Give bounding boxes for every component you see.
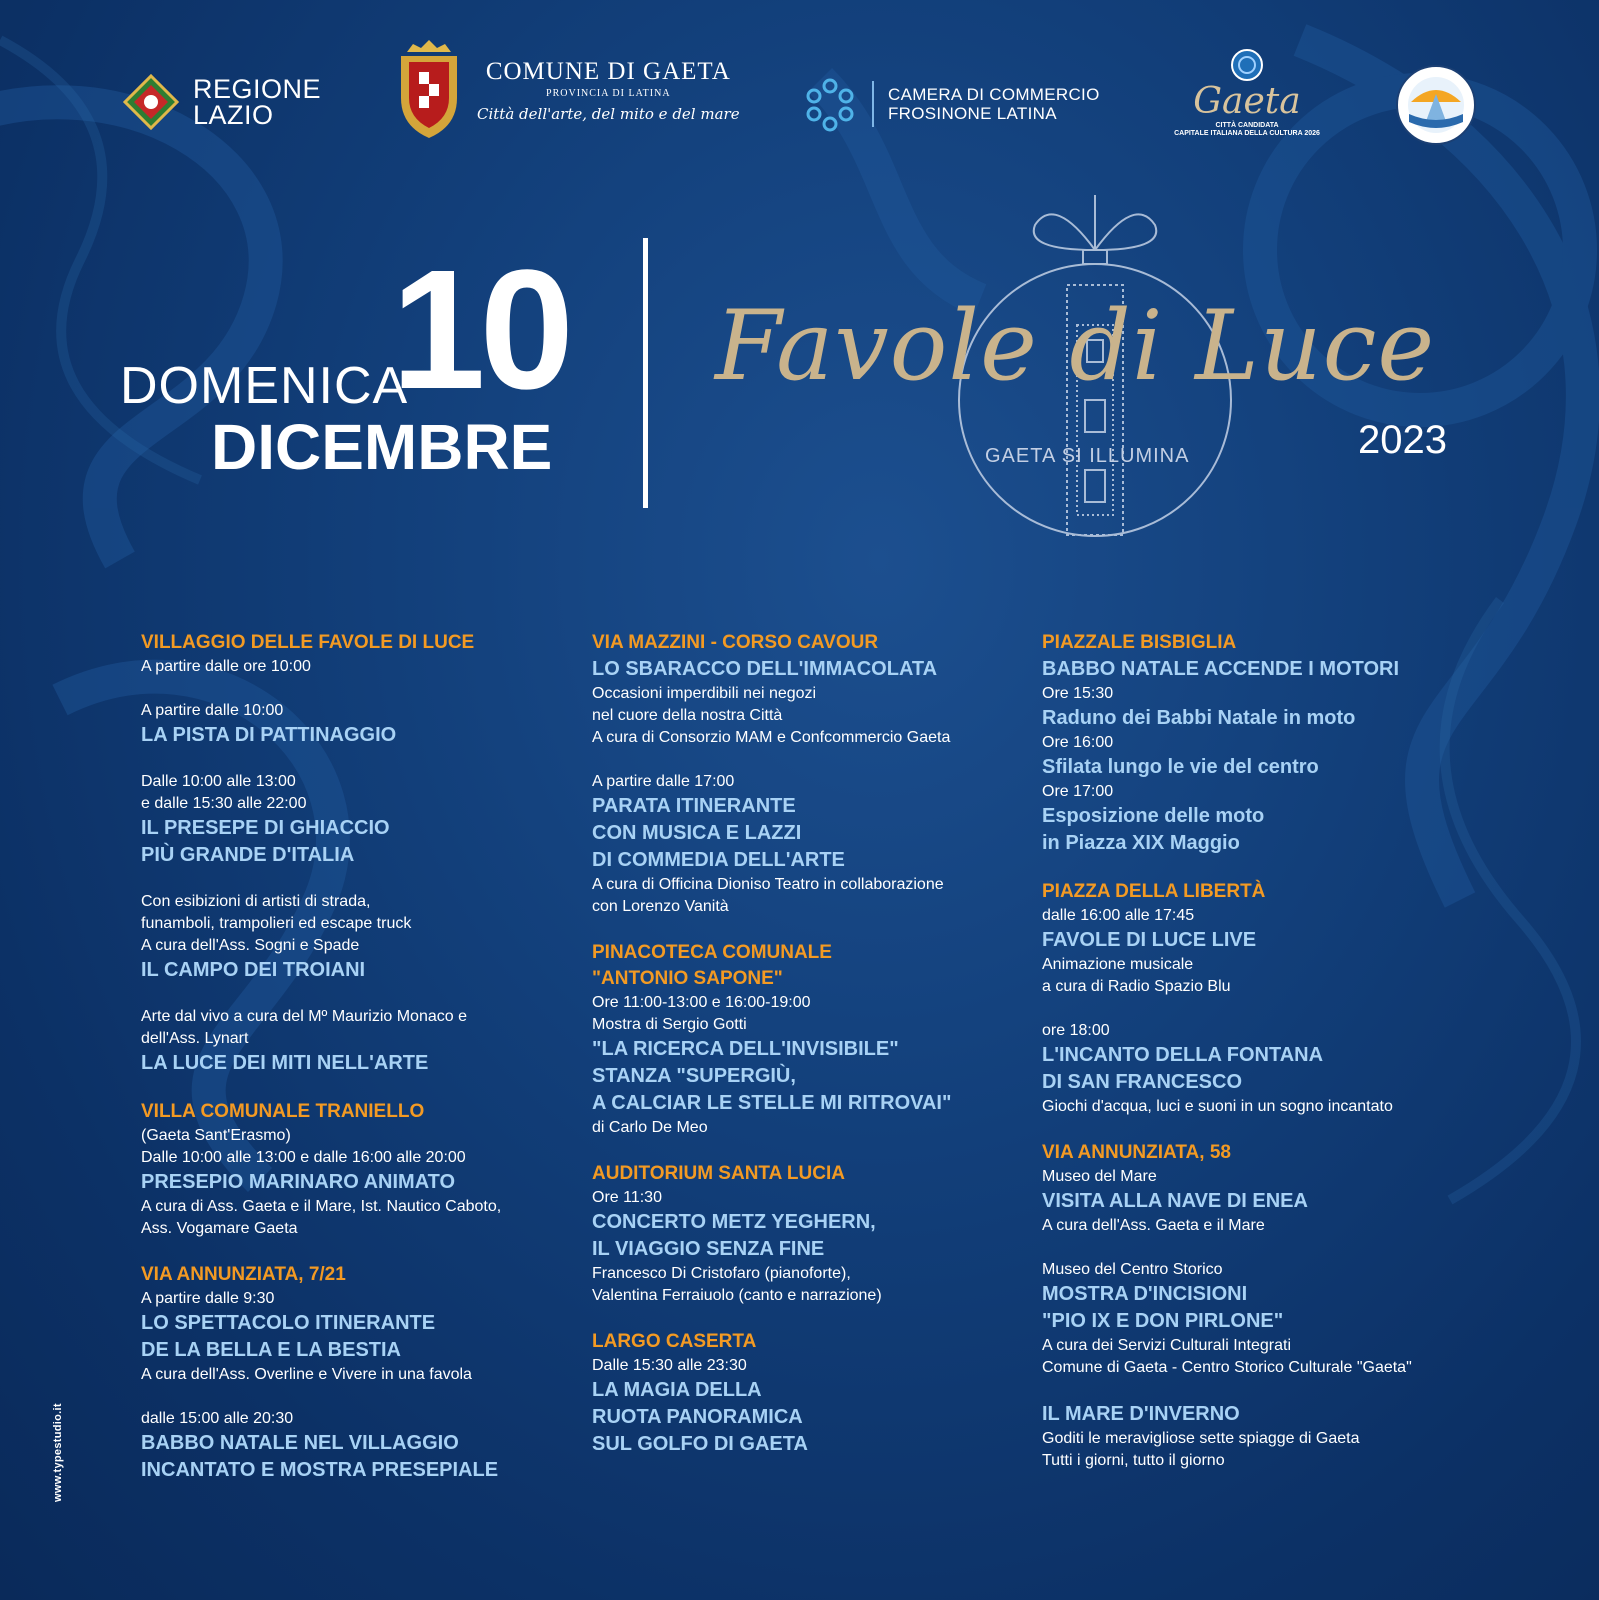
event-detail: Ore 15:30	[1042, 685, 1114, 702]
camera-commercio-icon	[802, 76, 858, 132]
event-detail: dalle 16:00 alle 17:45	[1042, 907, 1195, 924]
event-detail: Occasioni imperdibili nei negozi	[592, 685, 817, 702]
hero-divider	[643, 238, 648, 508]
event-detail: Dalle 10:00 alle 13:00 e dalle 16:00 alle 20:00	[141, 1149, 466, 1166]
event-detail: a cura di Radio Spazio Blu	[1042, 978, 1231, 995]
location-heading: VIA ANNUNZIATA, 7/21	[141, 1264, 346, 1285]
event-detail: A cura di Consorzio MAM e Confcommercio Gaeta	[592, 729, 951, 746]
location-heading: VILLAGGIO DELLE FAVOLE DI LUCE	[141, 632, 475, 653]
location-heading: "ANTONIO SAPONE"	[592, 968, 783, 989]
event-title: IL CAMPO DEI TROIANI	[141, 959, 366, 981]
event-detail: Museo del Centro Storico	[1042, 1261, 1223, 1278]
event-detail: Ore 17:00	[1042, 783, 1114, 800]
gaeta-coat-of-arms-icon	[395, 38, 463, 142]
event-detail: A cura dell'Ass. Gaeta e il Mare	[1042, 1217, 1265, 1234]
event-detail: dell'Ass. Lynart	[141, 1030, 249, 1047]
program-block	[141, 1262, 561, 1386]
program-block	[141, 1099, 561, 1240]
program-block	[1042, 1259, 1482, 1379]
event-detail: Dalle 15:30 alle 23:30	[592, 1357, 747, 1374]
event-title: DI COMMEDIA DELL'ARTE	[592, 849, 845, 871]
gaeta-candidata: CITTÀ CANDIDATA	[1215, 122, 1279, 129]
event-detail: ore 18:00	[1042, 1022, 1110, 1039]
program-block	[1042, 630, 1482, 857]
event-title: INCANTATO E MOSTRA PRESEPIALE	[141, 1459, 499, 1481]
program-block	[1042, 1020, 1482, 1118]
event-title: CONCERTO METZ YEGHERN,	[592, 1211, 876, 1233]
program-block	[141, 771, 561, 869]
event-detail: Francesco Di Cristofaro (pianoforte),	[592, 1265, 851, 1282]
event-detail: Giochi d'acqua, luci e suoni in un sogno incantato	[1042, 1098, 1393, 1115]
pro-loco-gaeta-logo	[1395, 64, 1477, 151]
event-subtitle: GAETA SI ILLUMINA	[985, 445, 1190, 467]
event-title: A CALCIAR LE STELLE MI RITROVAI"	[592, 1092, 952, 1114]
designer-credit: www.typestudio.it	[52, 1403, 64, 1502]
event-title: PARATA ITINERANTE	[592, 795, 796, 817]
event-title: L'INCANTO DELLA FONTANA	[1042, 1044, 1324, 1066]
event-title: Raduno dei Babbi Natale in moto	[1042, 707, 1356, 729]
event-detail: Mostra di Sergio Gotti	[592, 1016, 747, 1033]
event-title: Esposizione delle moto	[1042, 805, 1265, 827]
regione-lazio-logo	[123, 74, 321, 130]
event-detail: e dalle 15:30 alle 22:00	[141, 795, 307, 812]
event-detail: Arte dal vivo a cura del Mº Maurizio Monaco e	[141, 1008, 467, 1025]
event-detail: A cura di Officina Dioniso Teatro in collaborazione	[592, 876, 944, 893]
comune-di-gaeta-logo	[395, 38, 740, 142]
pro-loco-emblem-icon	[1395, 64, 1477, 146]
event-title: IL MARE D'INVERNO	[1042, 1403, 1240, 1425]
regione-line-2: LAZIO	[193, 100, 274, 130]
location-heading: PIAZZALE BISBIGLIA	[1042, 632, 1237, 653]
location-heading: VILLA COMUNALE TRANIELLO	[141, 1101, 425, 1122]
camera-line-1: CAMERA DI COMMERCIO	[888, 85, 1100, 104]
location-heading: PIAZZA DELLA LIBERTÀ	[1042, 881, 1266, 902]
program-block	[141, 891, 561, 984]
program-column-2	[592, 630, 1012, 1480]
event-detail: Ore 16:00	[1042, 734, 1114, 751]
event-detail: Ore 11:00-13:00 e 16:00-19:00	[592, 994, 811, 1011]
program-block	[141, 700, 561, 749]
event-detail: A partire dalle 9:30	[141, 1290, 275, 1307]
event-detail: Comune di Gaeta - Centro Storico Culturale "Gaeta"	[1042, 1359, 1412, 1376]
comune-motto: Città dell'arte, del mito e del mare	[477, 104, 740, 123]
event-year: 2023	[1358, 418, 1447, 462]
camera-separator	[872, 81, 874, 127]
event-detail: A cura dell'Ass. Sogni e Spade	[141, 937, 360, 954]
event-detail: Con esibizioni di artisti di strada,	[141, 893, 371, 910]
program-block	[141, 1006, 561, 1077]
comune-name: COMUNE DI GAETA	[485, 57, 731, 85]
event-detail: funamboli, trampolieri ed escape truck	[141, 915, 412, 932]
event-detail: Valentina Ferraiuolo (canto e narrazione)	[592, 1287, 882, 1304]
event-detail: Goditi le meravigliose sette spiagge di Gaeta	[1042, 1430, 1360, 1447]
event-detail: di Carlo De Meo	[592, 1119, 708, 1136]
comune-province: PROVINCIA DI LATINA	[546, 87, 671, 99]
event-title: FAVOLE DI LUCE LIVE	[1042, 929, 1257, 951]
event-title: STANZA "SUPERGIÙ,	[592, 1065, 796, 1087]
event-title: BABBO NATALE ACCENDE I MOTORI	[1042, 658, 1400, 680]
event-title: LA LUCE DEI MITI NELL'ARTE	[141, 1052, 429, 1074]
gaeta-script-name: Gaeta	[1193, 81, 1301, 122]
event-title: SUL GOLFO DI GAETA	[592, 1433, 808, 1455]
event-detail: A partire dalle ore 10:00	[141, 658, 311, 675]
event-detail: A cura di Ass. Gaeta e il Mare, Ist. Nautico Caboto,	[141, 1198, 502, 1215]
program-column-1	[141, 630, 561, 1506]
event-title: in Piazza XIX Maggio	[1042, 832, 1240, 854]
weekday: DOMENICA	[120, 357, 409, 415]
event-detail: A cura dell'Ass. Overline e Vivere in una favola	[141, 1366, 472, 1383]
gaeta-capitale: CAPITALE ITALIANA DELLA CULTURA 2026	[1174, 130, 1320, 137]
month: DICEMBRE	[211, 411, 553, 483]
event-detail: Ass. Vogamare Gaeta	[141, 1220, 298, 1237]
program-block	[1042, 1401, 1482, 1472]
program-block	[592, 1329, 1012, 1458]
event-title: DE LA BELLA E LA BESTIA	[141, 1339, 401, 1361]
event-title: PIÙ GRANDE D'ITALIA	[141, 844, 355, 866]
gaeta-capitale-cultura-logo	[1172, 48, 1322, 138]
location-heading: LARGO CASERTA	[592, 1331, 757, 1352]
location-heading: VIA ANNUNZIATA, 58	[1042, 1142, 1231, 1163]
event-detail: A cura dei Servizi Culturali Integrati	[1042, 1337, 1291, 1354]
event-title: VISITA ALLA NAVE DI ENEA	[1042, 1190, 1308, 1212]
event-date	[120, 235, 600, 495]
program-column-3	[1042, 630, 1482, 1494]
event-detail: Animazione musicale	[1042, 956, 1194, 973]
event-detail: con Lorenzo Vanità	[592, 898, 729, 915]
event-detail: A partire dalle 10:00	[141, 702, 284, 719]
event-title: LA PISTA DI PATTINAGGIO	[141, 724, 397, 746]
camera-line-2: FROSINONE LATINA	[888, 104, 1057, 123]
camera-commercio-logo	[802, 76, 1100, 132]
location-heading: VIA MAZZINI - CORSO CAVOUR	[592, 632, 879, 653]
event-detail: Ore 11:30	[592, 1189, 662, 1206]
event-title: Favole di Luce	[715, 290, 1436, 402]
program-block	[1042, 879, 1482, 998]
event-detail: (Gaeta Sant'Erasmo)	[141, 1127, 291, 1144]
program-block	[141, 630, 561, 678]
program-block	[141, 1408, 561, 1484]
event-title: LA MAGIA DELLA	[592, 1379, 762, 1401]
location-heading: AUDITORIUM SANTA LUCIA	[592, 1163, 845, 1184]
event-title: PRESEPIO MARINARO ANIMATO	[141, 1171, 456, 1193]
event-title: Sfilata lungo le vie del centro	[1042, 756, 1319, 778]
event-detail: Museo del Mare	[1042, 1168, 1157, 1185]
event-title: IL VIAGGIO SENZA FINE	[592, 1238, 825, 1260]
event-title: LO SBARACCO DELL'IMMACOLATA	[592, 658, 938, 680]
lazio-emblem-icon	[123, 74, 179, 130]
event-title: CON MUSICA E LAZZI	[592, 822, 802, 844]
event-title: MOSTRA D'INCISIONI	[1042, 1283, 1248, 1305]
event-detail: A partire dalle 17:00	[592, 773, 735, 790]
event-detail: Dalle 10:00 alle 13:00	[141, 773, 296, 790]
event-title: "PIO IX E DON PIRLONE"	[1042, 1310, 1284, 1332]
program-block	[592, 771, 1012, 918]
program-block	[592, 630, 1012, 749]
program-block	[592, 1161, 1012, 1307]
event-title: RUOTA PANORAMICA	[592, 1406, 803, 1428]
program-block	[1042, 1140, 1482, 1237]
event-title: IL PRESEPE DI GHIACCIO	[141, 817, 390, 839]
event-detail: Tutti i giorni, tutto il giorno	[1042, 1452, 1225, 1469]
event-title: "LA RICERCA DELL'INVISIBILE"	[592, 1038, 899, 1060]
event-detail: dalle 15:00 alle 20:30	[141, 1410, 294, 1427]
day-number: 10	[391, 235, 569, 425]
event-title: DI SAN FRANCESCO	[1042, 1071, 1243, 1093]
event-title: LO SPETTACOLO ITINERANTE	[141, 1312, 436, 1334]
location-heading: PINACOTECA COMUNALE	[592, 942, 832, 963]
gaeta-globe-icon	[1230, 48, 1264, 82]
event-detail: nel cuore della nostra Città	[592, 707, 783, 724]
program-block	[592, 940, 1012, 1139]
regione-line-1: REGIONE	[193, 74, 322, 104]
event-title: BABBO NATALE NEL VILLAGGIO	[141, 1432, 459, 1454]
